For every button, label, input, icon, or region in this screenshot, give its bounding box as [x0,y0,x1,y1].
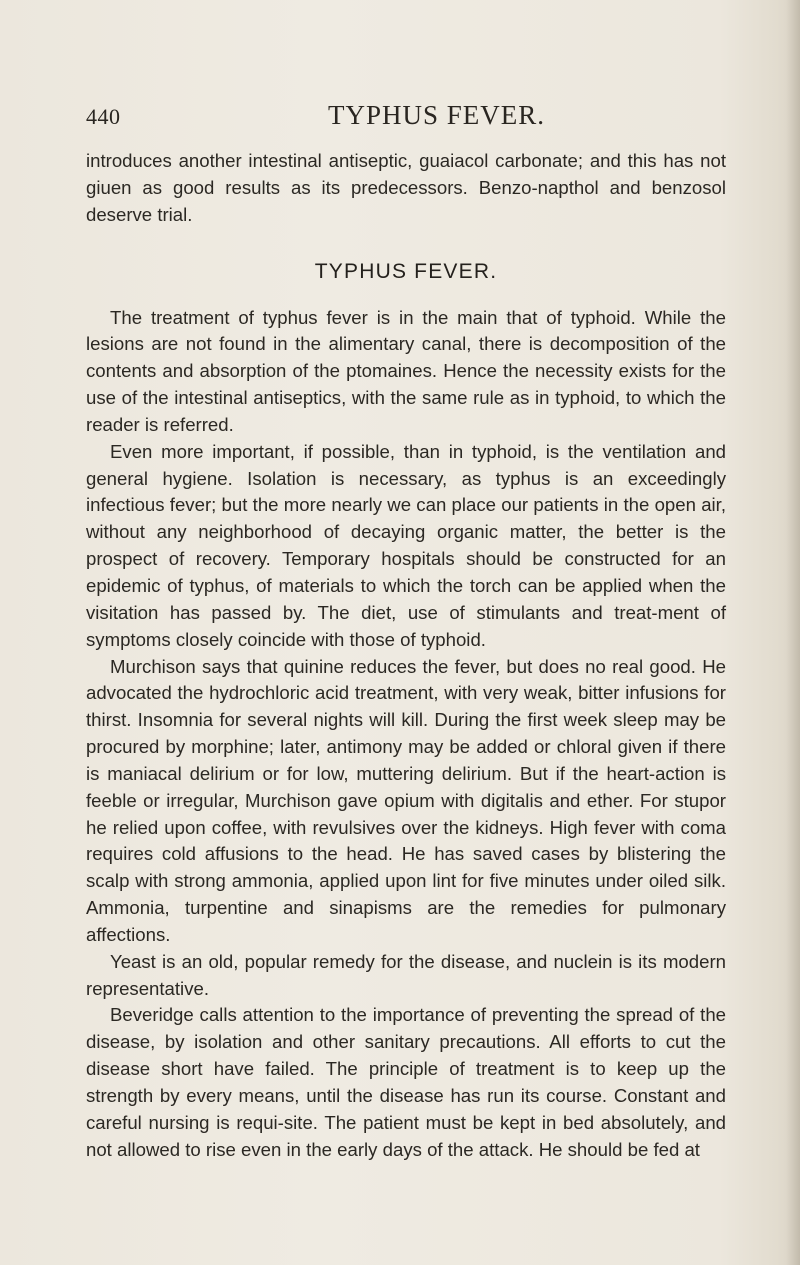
page-edge-shadow [786,0,800,1265]
page-number: 440 [86,104,121,129]
intro-paragraph: introduces another intestinal antiseptic, guaiacol carbonate; and this has not giuen as good results as its predecessors. Benzo-napthol and benzosol deserve trial. [86,150,726,225]
section-heading: TYPHUS FEVER. [314,259,498,283]
paragraph-treatment: The treatment of typhus fever is in the main that of typhoid. While the lesions are not found in the alimentary canal, there is decomposition of the contents and absorption of the ptomaines. Hence the necessity exists for the use of the intestinal antiseptics, with the same rule as in typhoid, to which the reader is referred. [86,306,726,435]
paragraph-beveridge: Beveridge calls attention to the importance of preventing the spread of the disease, by isolation and other sanitary precautions. All efforts to cut the disease short have failed. The principle of treatment is to keep up the strength by every means, until the disease has run its course. Constant and careful nursing is requi-site. The patient must be kept in bed absolutely, and not allowed to rise even in the early days of the attack. He should be fed at [86,1004,726,1160]
paragraph-ventilation: Even more important, if possible, than in typhoid, is the ventilation and general hygiene. Isolation is necessary, as typhus is an exceedingly infectious fever; but the more nearly we can place our patients in the open air, without any neighborhood of decaying organic matter, the better is the prospect of recovery. Temporary hospitals should be constructed for an epidemic of typhus, of materials to which the torch can be applied when the visitation has passed by. The diet, use of stimulants and treat-ment of symptoms closely coincide with those of typhoid. [86,440,726,650]
paragraph-yeast: Yeast is an old, popular remedy for the disease, and nuclein is its modern representative. [86,950,726,999]
running-title: TYPHUS FEVER. [328,100,546,130]
paragraph-murchison: Murchison says that quinine reduces the fever, but does no real good. He advocated the hydrochloric acid treatment, with very weak, bitter infusions for thirst. Insomnia for several nights will kill. During the first week sleep may be procured by morphine; later, antimony may be added or chloral given if there is maniacal delirium or for low, muttering delirium. But if the heart-action is feeble or irregular, Murchison gave opium with digitalis and ether. For stupor he relied upon coffee, with revulsives over the kidneys. High fever with coma requires cold affusions to the head. He has saved cases by blistering the scalp with strong ammonia, applied upon lint for five minutes under oiled silk. Ammonia, turpentine and sinapisms are the remedies for pulmonary affections. [86,655,726,945]
body-text [86,148,726,1164]
running-head [86,100,726,140]
